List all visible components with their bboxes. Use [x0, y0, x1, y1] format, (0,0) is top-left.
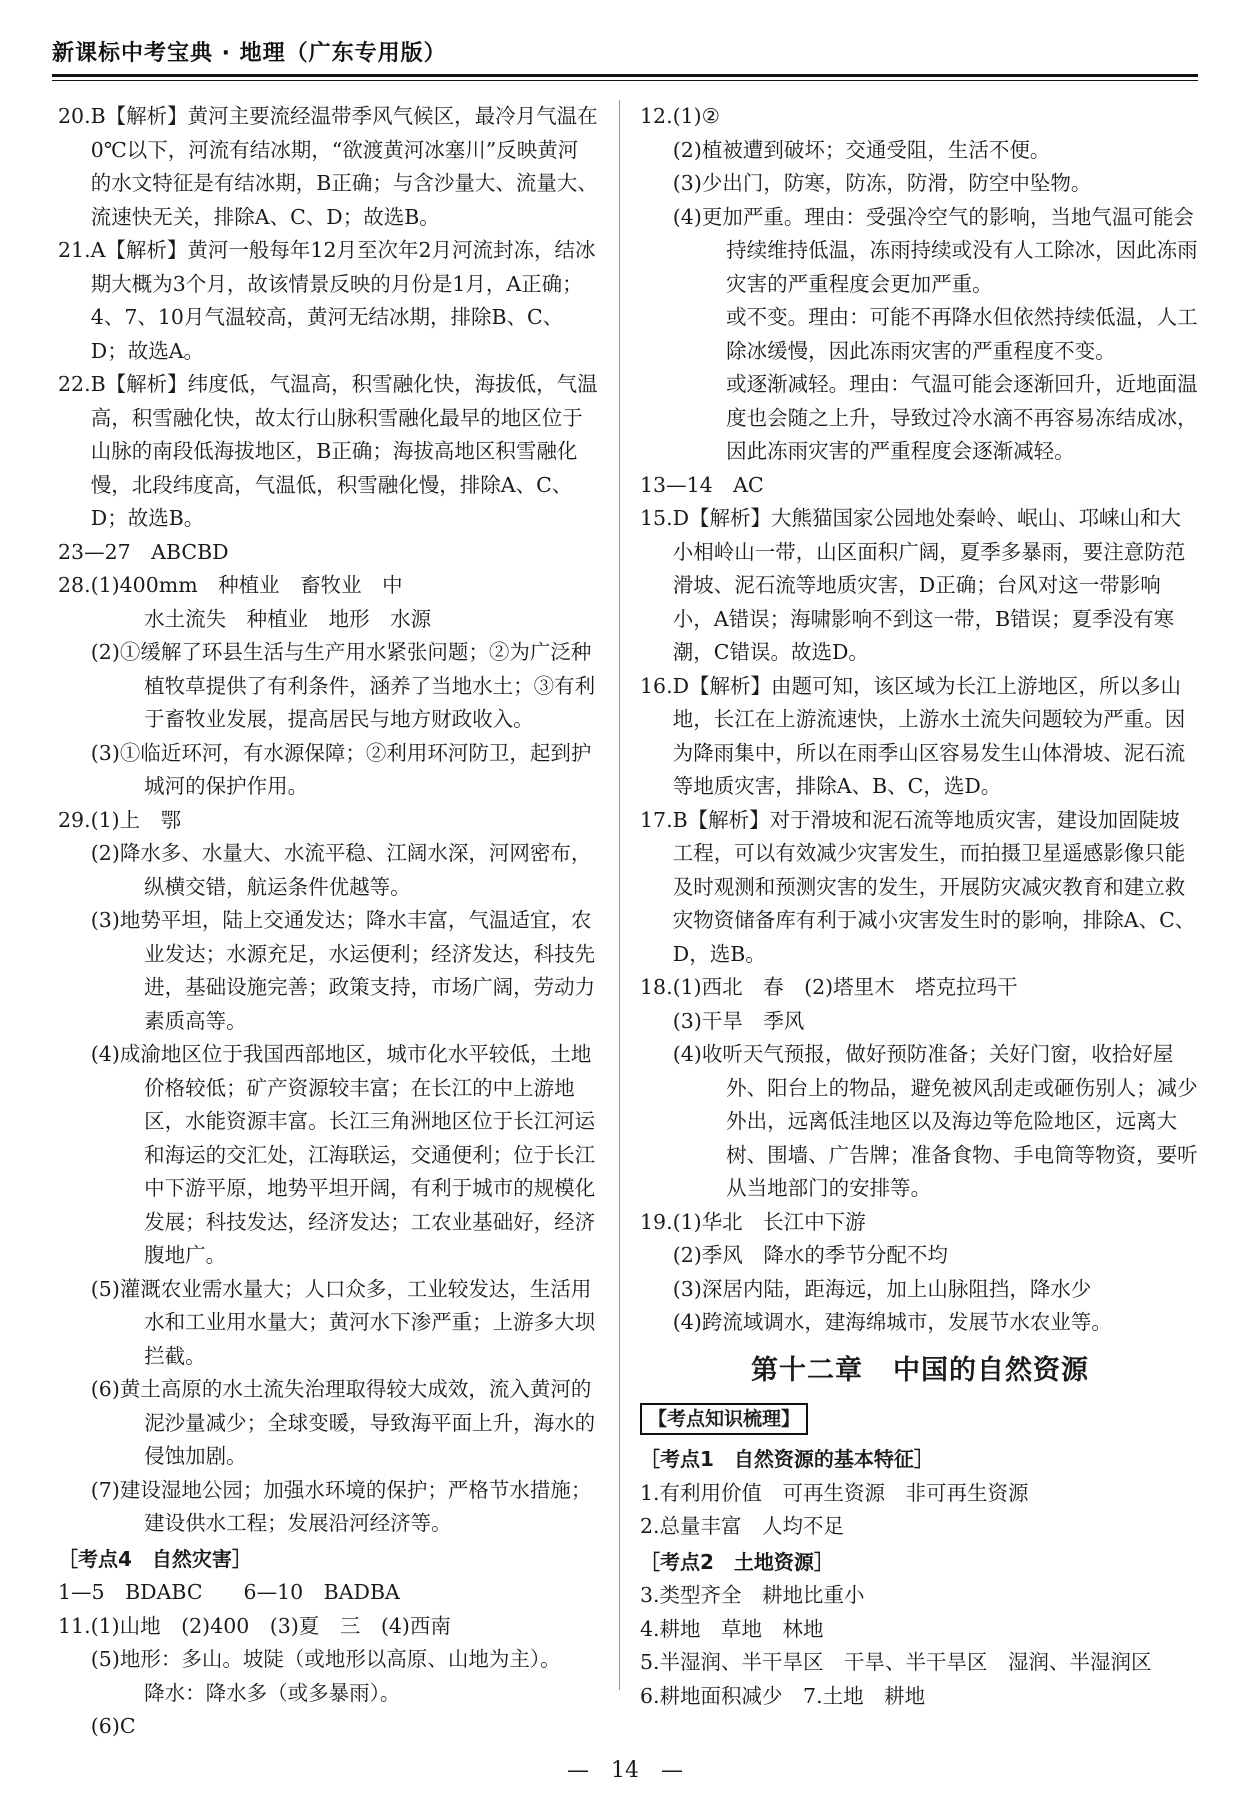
answer-line: 18.(1)西北 春 (2)塔里木 塔克拉玛干: [640, 975, 1018, 999]
answer-line: (4)成渝地区位于我国西部地区，城市化水平较低，土地价格较低；矿产资源较丰富；在长江的中上游地区，水能资源丰富。长江三角洲地区位于长江河运和海运的交汇处，江海联运，交通便利；位于长江中下游平原，地势平坦开阔，有利于城市的规模化发展；科技发达，经济发达；工农业基础好，经济腹地广。: [90, 1042, 596, 1267]
answer-line: 11.(1)山地 (2)400 (3)夏 三 (4)西南: [58, 1613, 451, 1638]
page-header: [52, 14, 1198, 76]
answer-line: 19.(1)华北 长江中下游: [640, 1209, 866, 1234]
answer-line: 2.总量丰富 人均不足: [640, 1514, 845, 1538]
answer-line: (2)季风 降水的季节分配不均: [672, 1243, 948, 1267]
answer-line: 21.A【解析】黄河一般每年12月至次年2月河流封冻，结冰期大概为3个月，故该情景反映的月份是1月，A正确；4、7、10月气温较高，黄河无结冰期，排除B、C、D；故选A。: [58, 238, 596, 363]
chapter-number: 第十二章: [751, 1354, 863, 1386]
right-column: [640, 100, 1200, 1713]
answer-line: (3)干旱 季风: [672, 1008, 805, 1033]
answer-line: 降水：降水多（或多暴雨）。: [144, 1680, 401, 1705]
answer-line: (4)收听天气预报，做好预防准备；关好门窗，收拾好屋外、阳台上的物品，避免被风刮走或砸伤别人；减少外出，远离低洼地区以及海边等危险地区，远离大树、围墙、广告牌；准备食物、手电筒等物资，要听从当地部门的安排等。: [672, 1042, 1198, 1200]
answer-line: 1—5 BDABC 6—10 BADBA: [58, 1580, 400, 1604]
answer-line: (5)灌溉农业需水量大；人口众多，工业较发达，生活用水和工业用水量大；黄河水下渗严重；上游多大坝拦截。: [90, 1276, 596, 1368]
answer-line: 6.耕地面积减少 7.土地 耕地: [640, 1683, 926, 1708]
answer-line: (7)建设湿地公园；加强水环境的保护；严格节水措施；建设供水工程；发展沿河经济等。: [90, 1477, 592, 1535]
answer-line: 或逐渐减轻。理由：气温可能会逐渐回升，近地面温度也会随之上升，导致过冷水滴不再容易冻结成冰，因此冻雨灾害的严重程度会逐渐减轻。: [726, 372, 1198, 463]
answer-line: (3)深居内陆，距海远，加上山脉阻挡，降水少: [672, 1276, 1092, 1301]
answer-line: (3)地势平坦，陆上交通发达；降水丰富，气温适宜，农业发达；水源充足，水运便利；经济发达，科技先进，基础设施完善；政策支持，市场广阔，劳动力素质高等。: [90, 908, 596, 1033]
answer-line: (3)①临近环河，有水源保障；②利用环河防卫，起到护城河的保护作用。: [90, 740, 592, 798]
answer-line: (4)更加严重。理由：受强冷空气的影响，当地气温可能会持续维持低温，冻雨持续或没有人工除冰，因此冻雨灾害的严重程度会更加严重。: [672, 204, 1198, 296]
header-rule-thick: [52, 74, 1198, 77]
answer-line: 16.D【解析】由题可知，该区域为长江上游地区，所以多山地，长江在上游流速快，上游水土流失问题较为严重。因为降雨集中，所以在雨季山区容易发生山体滑坡、泥石流等地质灾害，排除A、B、C，选D。: [640, 673, 1186, 798]
answer-line: 或不变。理由：可能不再降水但依然持续低温，人工除冰缓慢，因此冻雨灾害的严重程度不变。: [726, 305, 1198, 363]
answer-line: 13—14 AC: [640, 472, 764, 497]
chapter-title: 中国的自然资源: [893, 1354, 1089, 1386]
answer-line: (4)跨流域调水，建海绵城市，发展节水农业等。: [672, 1310, 1112, 1334]
section-heading: ［考点2 土地资源］: [640, 1549, 834, 1574]
header-rule-thin: [52, 80, 1198, 81]
section-heading: ［考点1 自然资源的基本特征］: [640, 1447, 934, 1471]
section-heading: ［考点4 自然灾害］: [58, 1546, 252, 1571]
answer-line: 28.(1)400mm 种植业 畜牧业 中: [58, 573, 403, 597]
answer-line: 29.(1)上 鄂: [58, 807, 182, 832]
answer-line: 1.有利用价值 可再生资源 非可再生资源: [640, 1480, 1029, 1505]
answer-line: 17.B【解析】对于滑坡和泥石流等地质灾害，建设加固陡坡工程，可以有效减少灾害发生，而拍摄卫星遥感影像只能及时观测和预测灾害的发生，开展防灾减灾教育和建立救灾物资储备库有利于减小灾害发生时的影响，排除A、C、D，选B。: [640, 807, 1196, 966]
answer-line: 22.B【解析】纬度低，气温高，积雪融化快，海拔低，气温高，积雪融化快，故太行山脉积雪融化最早的地区位于山脉的南段低海拔地区，B正确；海拔高地区积雪融化慢，北段纬度高，气温低，积雪融化慢，排除A、C、D；故选B。: [58, 372, 598, 530]
answer-line: 水土流失 种植业 地形 水源: [144, 606, 432, 631]
answer-line: 5.半湿润、半干旱区 干旱、半干旱区 湿润、半湿润区: [640, 1650, 1152, 1674]
answer-line: (6)黄土高原的水土流失治理取得较大成效，流入黄河的泥沙量减少；全球变暖，导致海平面上升，海水的侵蚀加剧。: [90, 1377, 596, 1468]
page-number: — 14 —: [0, 1758, 1250, 1783]
answer-line: 23—27 ABCBD: [58, 539, 229, 564]
chapter-heading: [640, 1354, 1200, 1388]
answer-line: 20.B【解析】黄河主要流经温带季风气候区，最冷月气温在0℃以下，河流有结冰期，“欲渡黄河冰塞川”反映黄河的水文特征是有结冰期，B正确；与含沙量大、流量大、流速快无关，排除A、C、D；故选B。: [58, 104, 598, 229]
answer-line: (5)地形：多山。坡陡（或地形以高原、山地为主）。: [90, 1647, 561, 1671]
answer-line: 3.类型齐全 耕地比重小: [640, 1583, 865, 1607]
knowledge-badge: 【考点知识梳理】: [640, 1403, 808, 1435]
answer-line: (2)降水多、水量大、水流平稳、江阔水深，河网密布，纵横交错，航运条件优越等。: [90, 841, 592, 899]
answer-line: (6)C: [90, 1714, 136, 1738]
right-column-answers: [640, 100, 1200, 1340]
column-divider: [619, 100, 620, 1690]
answer-line: 12.(1)②: [640, 104, 721, 128]
answer-line: 4.耕地 草地 林地: [640, 1616, 824, 1641]
answer-line: (2)①缓解了环县生活与生产用水紧张问题；②为广泛种植牧草提供了有利条件，涵养了当地水土；③有利于畜牧业发展，提高居民与地方财政收入。: [90, 640, 596, 731]
book-title: 新课标中考宝典 · 地理（广东专用版）: [52, 41, 447, 66]
left-column: [58, 100, 598, 1744]
answer-line: (3)少出门，防寒，防冻，防滑，防空中坠物。: [672, 171, 1092, 195]
answer-line: (2)植被遭到破坏；交通受阻，生活不便。: [672, 137, 1051, 162]
right-column-knowledge: [640, 1443, 1200, 1713]
answer-line: 15.D【解析】大熊猫国家公园地处秦岭、岷山、邛崃山和大小相岭山一带，山区面积广阔，夏季多暴雨，要注意防范滑坡、泥石流等地质灾害，D正确；台风对这一带影响小，A错误；海啸影响不到这一带，B错误；夏季没有寒潮，C错误。故选D。: [640, 506, 1186, 664]
